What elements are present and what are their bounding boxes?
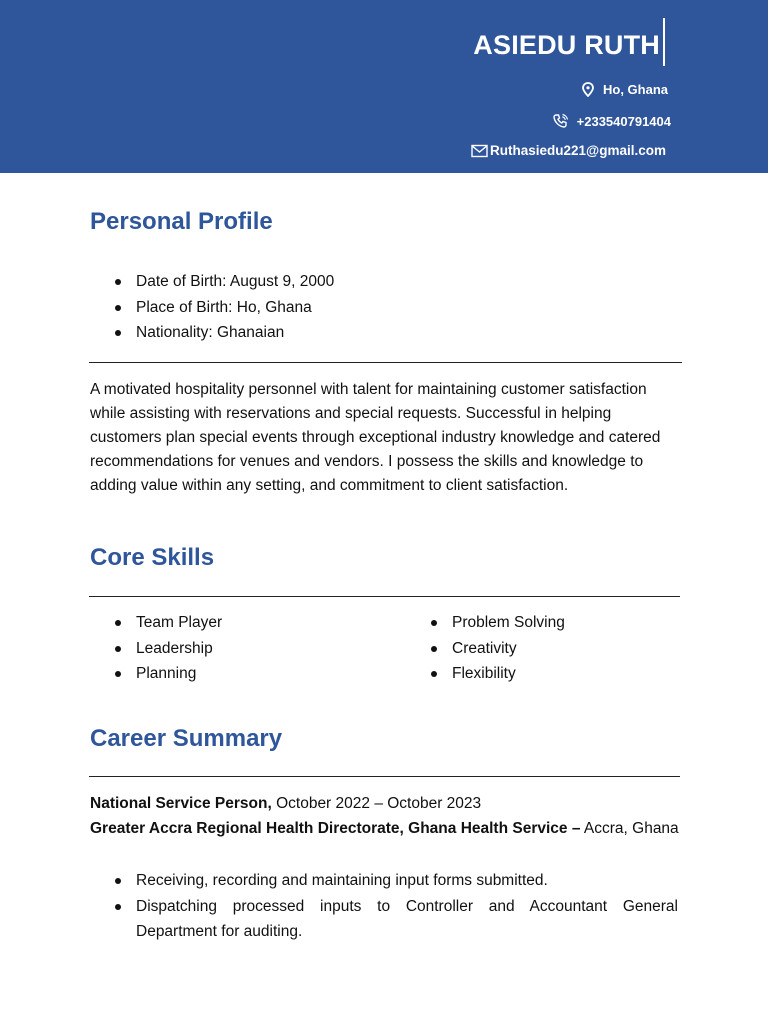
list-item: Place of Birth: Ho, Ghana [90,295,590,321]
list-item: Nationality: Ghanaian [90,320,590,346]
profile-summary: A motivated hospitality personnel with talent for maintaining customer satisfaction while assisting with reservations and special requests. Successful in helping customers plan special events through exceptional industry knowledge and catered recommendations for venues and vendors. I possess the skills and knowledge to adding value within any setting, and commitment to client satisfaction. [90,381,661,494]
list-item: Dispatching processed inputs to Controller and Accountant General Department for auditing. [90,894,678,945]
list-item: Receiving, recording and maintaining input forms submitted. [90,868,678,894]
job-period: October 2022 – October 2023 [271,795,482,812]
contact-location [582,82,668,97]
job-organization: Greater Accra Regional Health Directorate, Ghana Health Service – [90,820,581,837]
section-title-personal-profile: Personal Profile [90,208,273,235]
divider [89,362,682,363]
job-role-line [90,795,481,813]
list-item: Leadership [90,636,390,662]
phone-icon [552,113,570,129]
divider [89,596,680,597]
personal-details-list [90,269,590,346]
name-divider [663,18,665,66]
list-item: Planning [90,661,390,687]
location-text: Ho, Ghana [602,82,668,97]
resume-header [0,0,768,173]
duties-list [90,868,678,945]
contact-phone [552,113,671,129]
divider [89,776,680,777]
skills-list-left [90,610,390,687]
phone-number[interactable]: +233540791404 [576,113,671,129]
envelope-icon [471,144,488,158]
email-address[interactable]: Ruthasiedu221@gmail.com [490,143,666,158]
section-title-career-summary: Career Summary [90,725,283,752]
job-role: National Service Person, [90,795,272,812]
skills-list-right [406,610,686,687]
candidate-name: ASIEDU RUTH [473,30,660,60]
list-item: Team Player [90,610,390,636]
job-organization-line [90,820,679,838]
list-item: Creativity [406,636,686,662]
section-title-core-skills: Core Skills [90,544,215,571]
contact-email [471,143,666,158]
list-item: Problem Solving [406,610,686,636]
job-location: Accra, Ghana [580,820,679,837]
list-item: Flexibility [406,661,686,687]
location-pin-icon [582,82,594,97]
list-item: Date of Birth: August 9, 2000 [90,269,590,295]
